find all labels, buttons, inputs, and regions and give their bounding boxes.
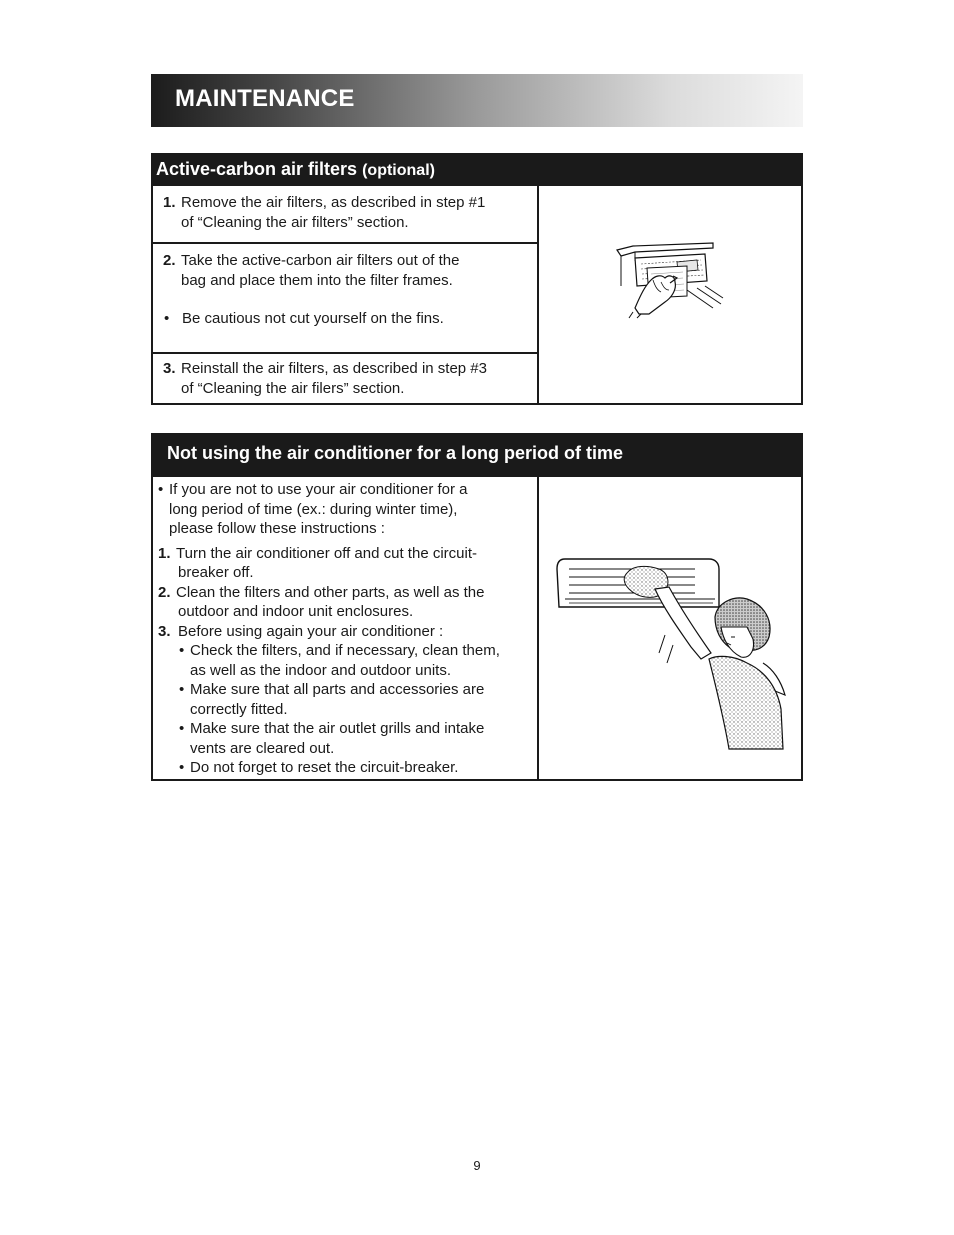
- intro-text: If you are not to use your air conditioner for a: [169, 481, 468, 498]
- caution-text: Be cautious not cut yourself on the fins.: [182, 310, 444, 327]
- step-number: 2.: [163, 252, 176, 269]
- section-title: Active-carbon air filters: [156, 159, 358, 179]
- step-text: of “Cleaning the air filters” section.: [181, 214, 409, 231]
- long-period-storage-box: [151, 433, 803, 781]
- intro-text: long period of time (ex.: during winter time),: [169, 500, 458, 518]
- bullet-mark: •: [164, 310, 170, 327]
- step-cell-2: [153, 244, 537, 354]
- bullet-mark: •: [179, 681, 185, 698]
- section-banner: [151, 74, 803, 127]
- section-title: Not using the air conditioner for a long period of time: [167, 443, 624, 463]
- step-text: of “Cleaning the air filers” section.: [181, 380, 405, 397]
- instructions-column: [153, 477, 539, 779]
- step-text: Take the active-carbon air filters out of the: [181, 252, 460, 269]
- section-header: [153, 155, 801, 186]
- step-text: Reinstall the air filters, as described in step #3: [181, 360, 487, 377]
- bullet-mark: •: [179, 720, 185, 737]
- step-text: bag and place them into the filter frames.: [181, 272, 453, 289]
- step-number: 3.: [163, 360, 176, 377]
- bullet-mark: •: [158, 481, 164, 498]
- check-item: Check the filters, and if necessary, clean them,: [190, 642, 500, 659]
- filter-install-illustration: [537, 186, 801, 403]
- bullet-mark: •: [179, 759, 185, 776]
- intro-text: please follow these instructions :: [169, 520, 385, 537]
- check-item: Make sure that all parts and accessories are: [190, 681, 485, 698]
- section-header: [153, 435, 801, 477]
- check-item: correctly fitted.: [190, 700, 288, 718]
- section-title-suffix: (optional): [362, 162, 435, 179]
- check-item: vents are cleared out.: [190, 739, 335, 757]
- step-number: 1.: [163, 194, 176, 211]
- check-item: Do not forget to reset the circuit-breaker.: [190, 759, 459, 776]
- step-number: 2.: [158, 583, 171, 601]
- step-number: 1.: [158, 544, 171, 562]
- step-text: Remove the air filters, as described in step #1: [181, 194, 486, 211]
- step-number: 3.: [158, 622, 171, 640]
- person-cleaning-unit-illustration: [537, 477, 801, 779]
- step-text: breaker off.: [178, 564, 254, 581]
- step-text: Before using again your air conditioner :: [178, 622, 444, 640]
- step-text: Turn the air conditioner off and cut the circuit-: [176, 544, 477, 562]
- active-carbon-filters-box: [151, 153, 803, 405]
- page-title: MAINTENANCE: [175, 85, 355, 112]
- step-cell-3: [153, 354, 537, 399]
- step-cell-1: [153, 186, 537, 244]
- check-item: Make sure that the air outlet grills and intake: [190, 720, 485, 737]
- step-text: outdoor and indoor unit enclosures.: [178, 603, 414, 620]
- bullet-mark: •: [179, 642, 185, 659]
- steps-column: [153, 186, 539, 403]
- step-text: Clean the filters and other parts, as well as the: [176, 583, 485, 601]
- page-number: 9: [473, 1158, 481, 1173]
- check-item: as well as the indoor and outdoor units.: [190, 661, 451, 679]
